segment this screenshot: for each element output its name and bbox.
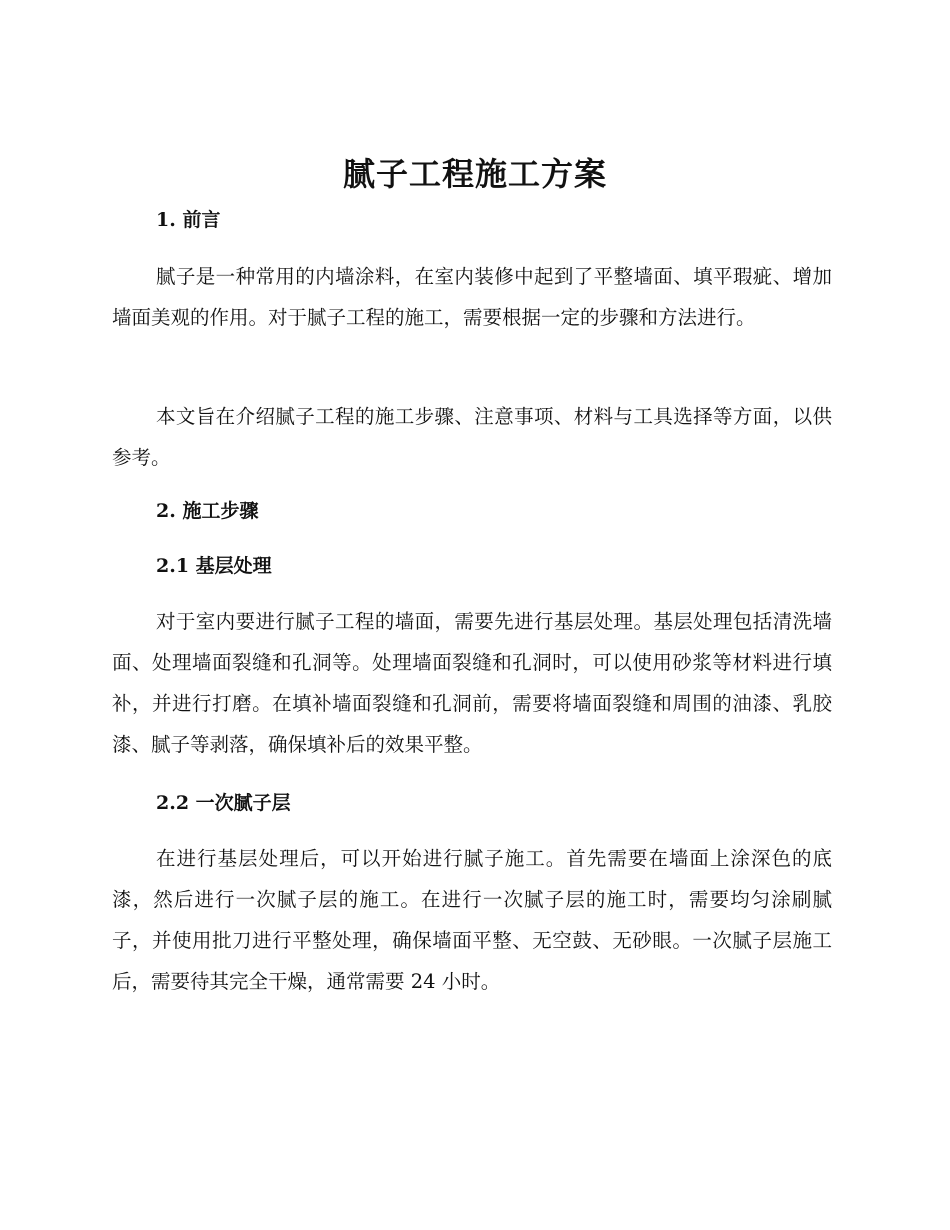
section-heading-preface: 1. 前言 bbox=[156, 209, 221, 231]
preface-paragraph-2: 本文旨在介绍腻子工程的施工步骤、注意事项、材料与工具选择等方面，以供参考。 bbox=[112, 405, 832, 469]
first-putty-layer-paragraph: 在进行基层处理后，可以开始进行腻子施工。首先需要在墙面上涂深色的底漆，然后进行一次腻子层的施工。在进行一次腻子层的施工时，需要均匀涂刷腻子，并使用批刀进行平整处理，确保墙面平整、无空鼓、无砂眼。一次腻子层施工后，需要待其完全干燥，通常需要 24 小时。 bbox=[112, 847, 832, 993]
preface-paragraph-1: 腻子是一种常用的内墙涂料，在室内装修中起到了平整墙面、填平瑕疵、增加墙面美观的作用。对于腻子工程的施工，需要根据一定的步骤和方法进行。 bbox=[112, 265, 832, 329]
document-title: 腻子工程施工方案 bbox=[342, 155, 607, 193]
section-heading-first-putty-layer: 2.2 一次腻子层 bbox=[156, 792, 291, 814]
base-treatment-paragraph: 对于室内要进行腻子工程的墙面，需要先进行基层处理。基层处理包括清洗墙面、处理墙面裂缝和孔洞等。处理墙面裂缝和孔洞时，可以使用砂浆等材料进行填补，并进行打磨。在填补墙面裂缝和孔洞前，需要将墙面裂缝和周围的油漆、乳胶漆、腻子等剥落，确保填补后的效果平整。 bbox=[112, 610, 832, 756]
section-heading-steps: 2. 施工步骤 bbox=[156, 500, 259, 522]
section-heading-base-treatment: 2.1 基层处理 bbox=[156, 555, 272, 577]
